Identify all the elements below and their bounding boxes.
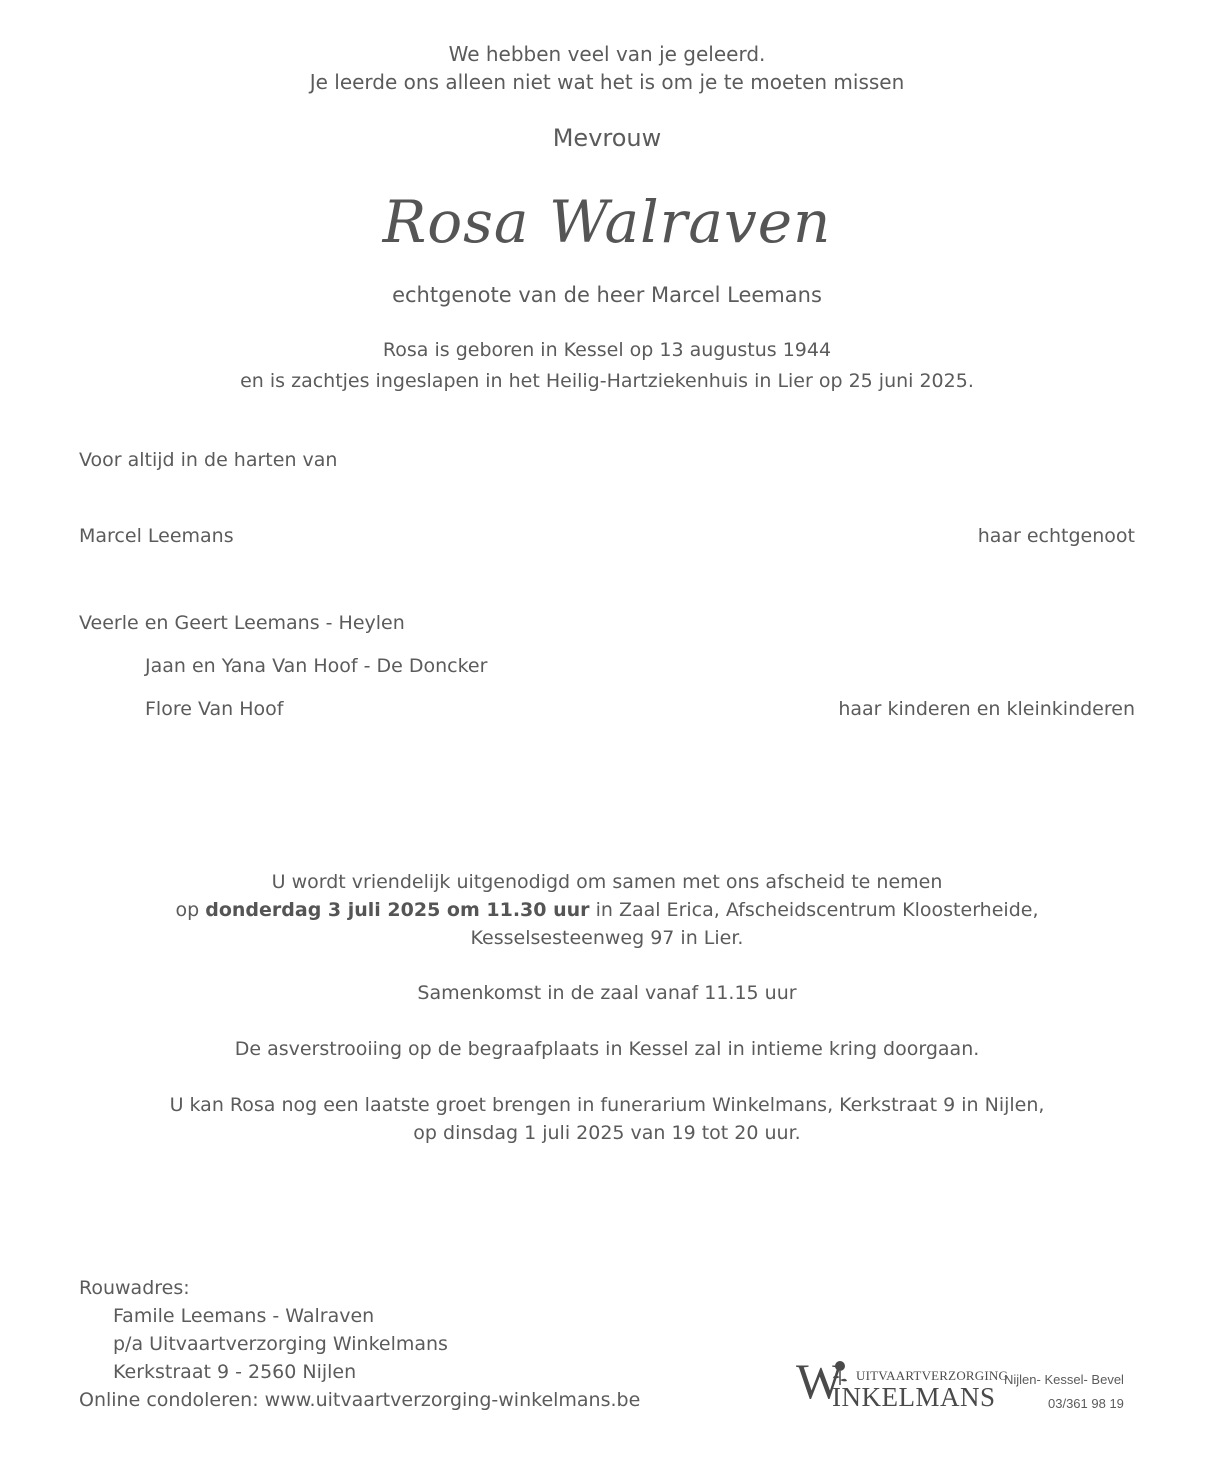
quote-line-1: We hebben veel van je geleerd. [448, 42, 766, 66]
scattering-info: De asverstrooiing op de begraafplaats in Kessel zal in intieme kring doorgaan. [234, 1038, 980, 1060]
address-line-3: Kerkstraat 9 - 2560 Nijlen [113, 1361, 357, 1383]
invitation-prefix: op [175, 899, 200, 921]
logo-bottom-text: INKELMANS [832, 1382, 996, 1412]
invitation [0, 868, 1214, 952]
invitation-line-3: Kesselsesteenweg 97 in Lier. [470, 927, 744, 949]
logo-initial: W [796, 1353, 844, 1409]
ceremony-datetime: donderdag 3 juli 2025 om 11.30 uur [205, 899, 590, 921]
opening-quote [0, 40, 1214, 96]
winkelmans-logo [796, 1353, 1136, 1412]
death-line: en is zachtjes ingeslapen in het Heilig-Hartziekenhuis in Lier op 25 juni 2025. [240, 370, 974, 392]
spouse-name: Marcel Leemans [79, 525, 234, 547]
online-condolence: Online condoleren: www.uitvaartverzorging-winkelmans.be [79, 1389, 641, 1411]
address-label: Rouwadres: [79, 1277, 190, 1299]
address-line-2: p/a Uitvaartverzorging Winkelmans [113, 1333, 448, 1355]
deceased-name: Rosa Walraven [382, 188, 832, 256]
spouse-role: haar echtgenoot [977, 525, 1135, 547]
visitation-line-2: op dinsdag 1 juli 2025 van 19 tot 20 uur. [413, 1122, 801, 1144]
visitation-line-1: U kan Rosa nog een laatste groet brengen in funerarium Winkelmans, Kerkstraat 9 in Nijlen, [169, 1094, 1045, 1116]
logo-top-text: UITVAARTVERZORGING [856, 1368, 1009, 1383]
birth-death-info [0, 335, 1214, 397]
child-name: Veerle en Geert Leemans - Heylen [79, 612, 405, 634]
honorific-title: Mevrouw [552, 124, 662, 152]
visitation-info [0, 1091, 1214, 1147]
mourning-address [79, 1274, 640, 1414]
gathering-time: Samenkomst in de zaal vanaf 11.15 uur [417, 982, 797, 1004]
logo-phone: 03/361 98 19 [1048, 1396, 1124, 1411]
children-role: haar kinderen en kleinkinderen [838, 698, 1135, 720]
birth-line: Rosa is geboren in Kessel op 13 augustus 1944 [382, 339, 832, 361]
invitation-line-1: U wordt vriendelijk uitgenodigd om samen met ons afscheid te nemen [271, 871, 943, 893]
quote-line-2: Je leerde ons alleen niet wat het is om je te moeten missen [309, 70, 905, 94]
invitation-line-2 [0, 896, 1214, 924]
hearts-intro: Voor altijd in de harten van [79, 449, 338, 471]
grandchild-2: Flore Van Hoof [145, 698, 284, 720]
spouse-line: echtgenote van de heer Marcel Leemans [392, 283, 822, 307]
grandchild-1: Jaan en Yana Van Hoof - De Doncker [145, 655, 488, 677]
logo-locations: Nijlen- Kessel- Bevel [1004, 1372, 1124, 1387]
invitation-location: in Zaal Erica, Afscheidscentrum Kloosterheide, [595, 899, 1039, 921]
address-line-1: Famile Leemans - Walraven [113, 1305, 375, 1327]
